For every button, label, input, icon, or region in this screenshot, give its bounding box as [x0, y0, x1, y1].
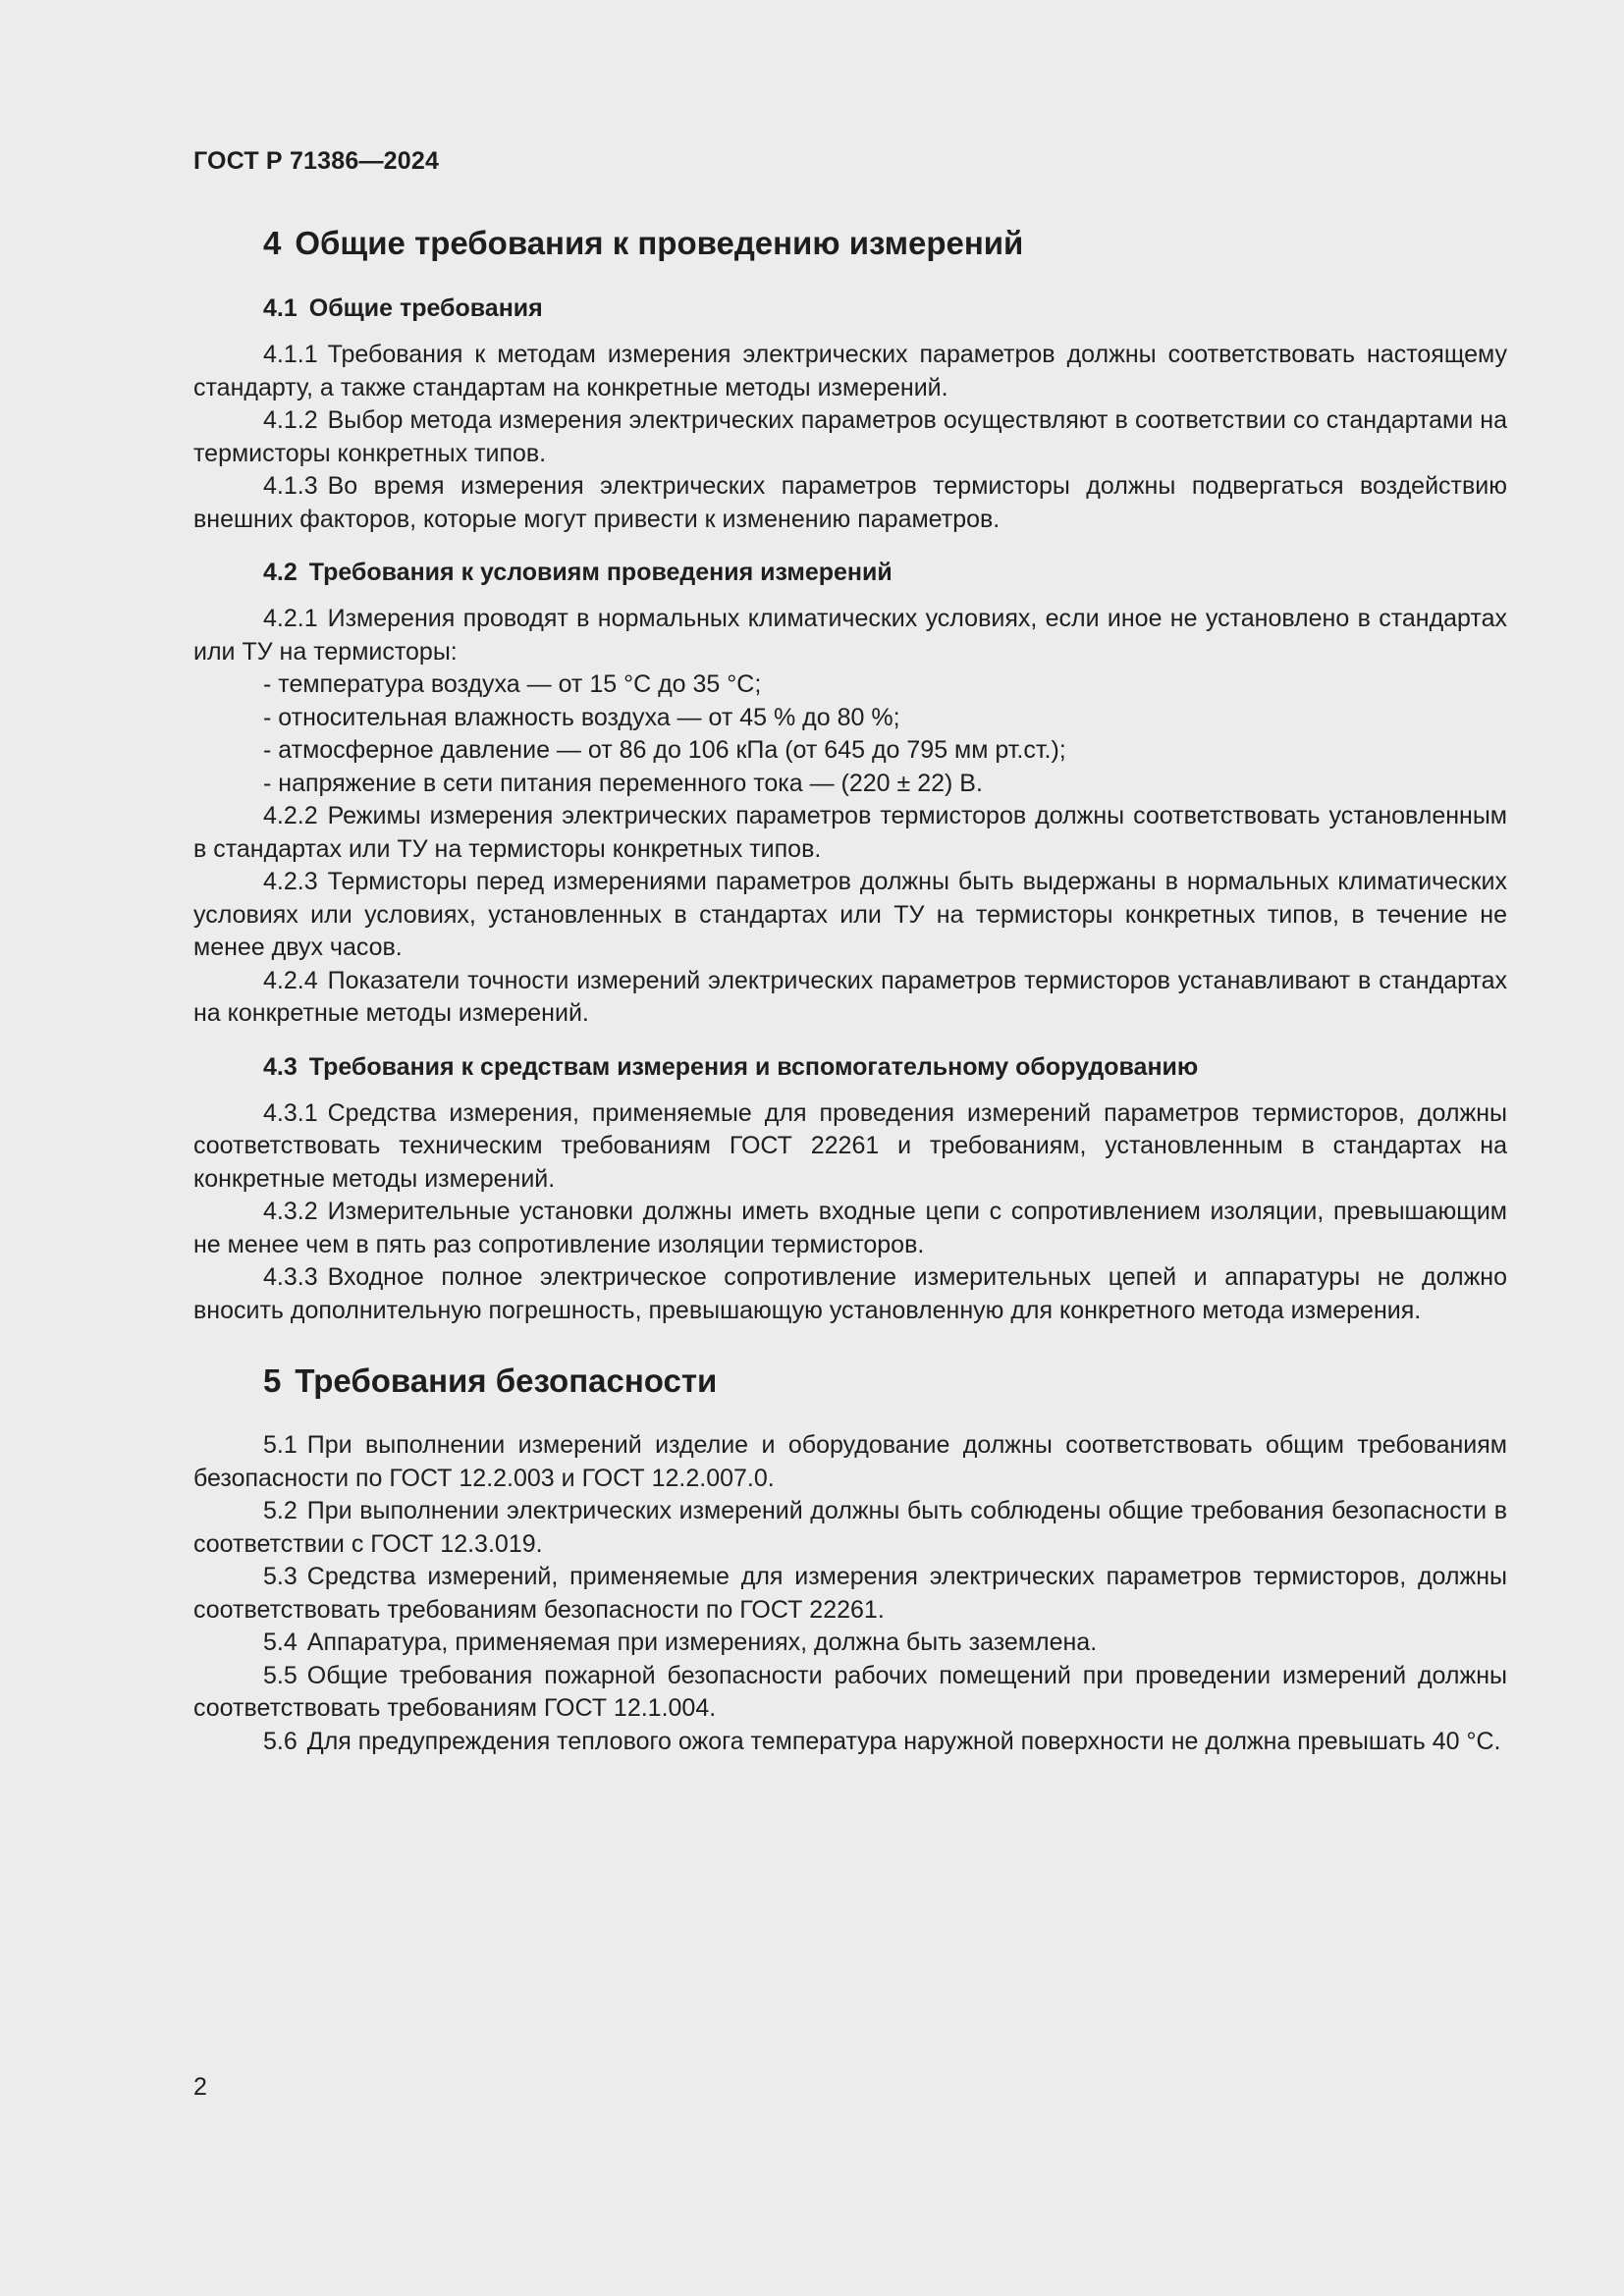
section-number: 5	[263, 1362, 282, 1399]
clause-number: 4.1.1	[263, 341, 318, 368]
subsection-4-3-heading	[193, 1050, 1507, 1084]
subsection-title: Общие требования	[308, 294, 543, 322]
list-item: - относительная влажность воздуха — от 45 % до 80 %;	[263, 703, 900, 731]
clause-5-3	[193, 1561, 1507, 1627]
clause-number: 4.2.1	[263, 605, 318, 632]
clause-text: Требования к методам измерения электрических параметров должны соответствовать настоящему стандарту, а также стандартам на конкретные методы измерений.	[193, 341, 1507, 401]
clause-text: Выбор метода измерения электрических параметров осуществляют в соответствии со стандартами на термисторы конкретных типов.	[193, 406, 1507, 467]
subsection-number: 4.2	[263, 559, 298, 586]
clause-text: Аппаратура, применяемая при измерениях, должна быть заземлена.	[306, 1629, 1098, 1656]
clause-number: 4.1.2	[263, 406, 318, 434]
subsection-title: Требования к средствам измерения и вспомогательному оборудованию	[308, 1052, 1199, 1081]
clause-number: 5.2	[263, 1497, 298, 1524]
subsection-number: 4.1	[263, 294, 298, 322]
clause-text: Режимы измерения электрических параметров термисторов должны соответствовать установленным в стандартах или ТУ на термисторы конкретных типов.	[193, 802, 1507, 863]
clause-number: 5.6	[263, 1727, 298, 1755]
subsection-number: 4.3	[263, 1052, 298, 1081]
clause-number: 4.3.3	[263, 1263, 318, 1291]
clause-4-1-1	[193, 339, 1507, 404]
list-item: - атмосферное давление — от 86 до 106 кПа (от 645 до 795 мм рт.ст.);	[263, 736, 1066, 764]
clause-text: Измерительные установки должны иметь входные цепи с сопротивлением изоляции, превышающим не менее чем в пять раз сопротивление изоляции термисторов.	[193, 1198, 1507, 1258]
clause-text: Показатели точности измерений электрических параметров термисторов устанавливают в стандартах на конкретные методы измерений.	[193, 966, 1507, 1027]
section-4-heading	[193, 221, 1507, 266]
clause-text: При выполнении электрических измерений должны быть соблюдены общие требования безопасности в соответствии с ГОСТ 12.3.019.	[193, 1497, 1507, 1558]
clause-4-2-2	[193, 800, 1507, 866]
section-title: Общие требования к проведению измерений	[295, 225, 1024, 261]
list-item: - напряжение в сети питания переменного тока — (220 ± 22) В.	[263, 769, 983, 797]
clause-number: 4.3.2	[263, 1198, 318, 1225]
clause-5-4	[193, 1627, 1507, 1660]
subsection-4-1-heading	[193, 292, 1507, 325]
document-body	[193, 221, 1507, 1758]
section-5-heading	[193, 1359, 1507, 1404]
clause-4-2-1	[193, 603, 1507, 668]
clause-4-1-2	[193, 404, 1507, 470]
list-item: - температура воздуха — от 15 °С до 35 °С;	[263, 670, 762, 698]
clause-text: Термисторы перед измерениями параметров должны быть выдержаны в нормальных климатических условиях или условиях, установленных в стандартах или ТУ на термисторы конкретных типов, в течение не менее двух часов.	[193, 868, 1507, 961]
clause-text: Средства измерения, применяемые для проведения измерений параметров термисторов, должны соответствовать техническим требованиям ГОСТ 22261 и требованиям, установленным в стандартах на конкретные методы измерений.	[193, 1098, 1507, 1193]
section-number: 4	[263, 225, 282, 261]
clause-number: 5.5	[263, 1661, 298, 1689]
clause-5-2	[193, 1495, 1507, 1561]
clause-text: Во время измерения электрических параметров термисторы должны подвергаться воздействию внешних факторов, которые могут привести к изменению параметров.	[193, 472, 1507, 533]
clause-number: 4.1.3	[263, 472, 318, 500]
clause-4-3-3	[193, 1261, 1507, 1327]
clause-5-6	[193, 1726, 1507, 1759]
page-number: 2	[193, 2073, 207, 2101]
clause-text: При выполнении измерений изделие и оборудование должны соответствовать общим требованиям безопасности по ГОСТ 12.2.003 и ГОСТ 12.2.007.0.	[193, 1431, 1507, 1492]
section-title: Требования безопасности	[295, 1362, 718, 1399]
clause-number: 4.2.2	[263, 802, 318, 829]
clause-5-1	[193, 1429, 1507, 1495]
clause-4-1-3	[193, 470, 1507, 536]
clause-5-5	[193, 1660, 1507, 1726]
clause-number: 5.1	[263, 1431, 298, 1459]
subsection-title: Требования к условиям проведения измерений	[308, 559, 893, 586]
clause-text: Средства измерений, применяемые для измерения электрических параметров термисторов, должны соответствовать требованиям безопасности по ГОСТ 22261.	[193, 1563, 1507, 1624]
clause-number: 4.2.4	[263, 966, 318, 994]
clause-4-2-3	[193, 866, 1507, 965]
clause-4-3-2	[193, 1196, 1507, 1261]
clause-number: 4.3.1	[263, 1098, 318, 1127]
subsection-4-2-heading	[193, 556, 1507, 589]
clause-number: 5.3	[263, 1563, 298, 1590]
clause-text: Измерения проводят в нормальных климатических условиях, если иное не установлено в стандартах или ТУ на термисторы:	[193, 605, 1507, 666]
clause-number: 5.4	[263, 1629, 298, 1656]
clause-4-3-1	[193, 1097, 1507, 1197]
clause-text: Входное полное электрическое сопротивление измерительных цепей и аппаратуры не должно вносить дополнительную погрешность, превышающую установленную для конкретного метода измерения.	[193, 1263, 1507, 1324]
clause-text: Для предупреждения теплового ожога температура наружной поверхности не должна превышать 40 °С.	[306, 1727, 1501, 1755]
clause-number: 4.2.3	[263, 868, 318, 895]
clause-4-2-4	[193, 965, 1507, 1031]
document-code-header: ГОСТ Р 71386—2024	[193, 147, 440, 175]
clause-text: Общие требования пожарной безопасности рабочих помещений при проведении измерений должны соответствовать требованиям ГОСТ 12.1.004.	[193, 1661, 1507, 1722]
